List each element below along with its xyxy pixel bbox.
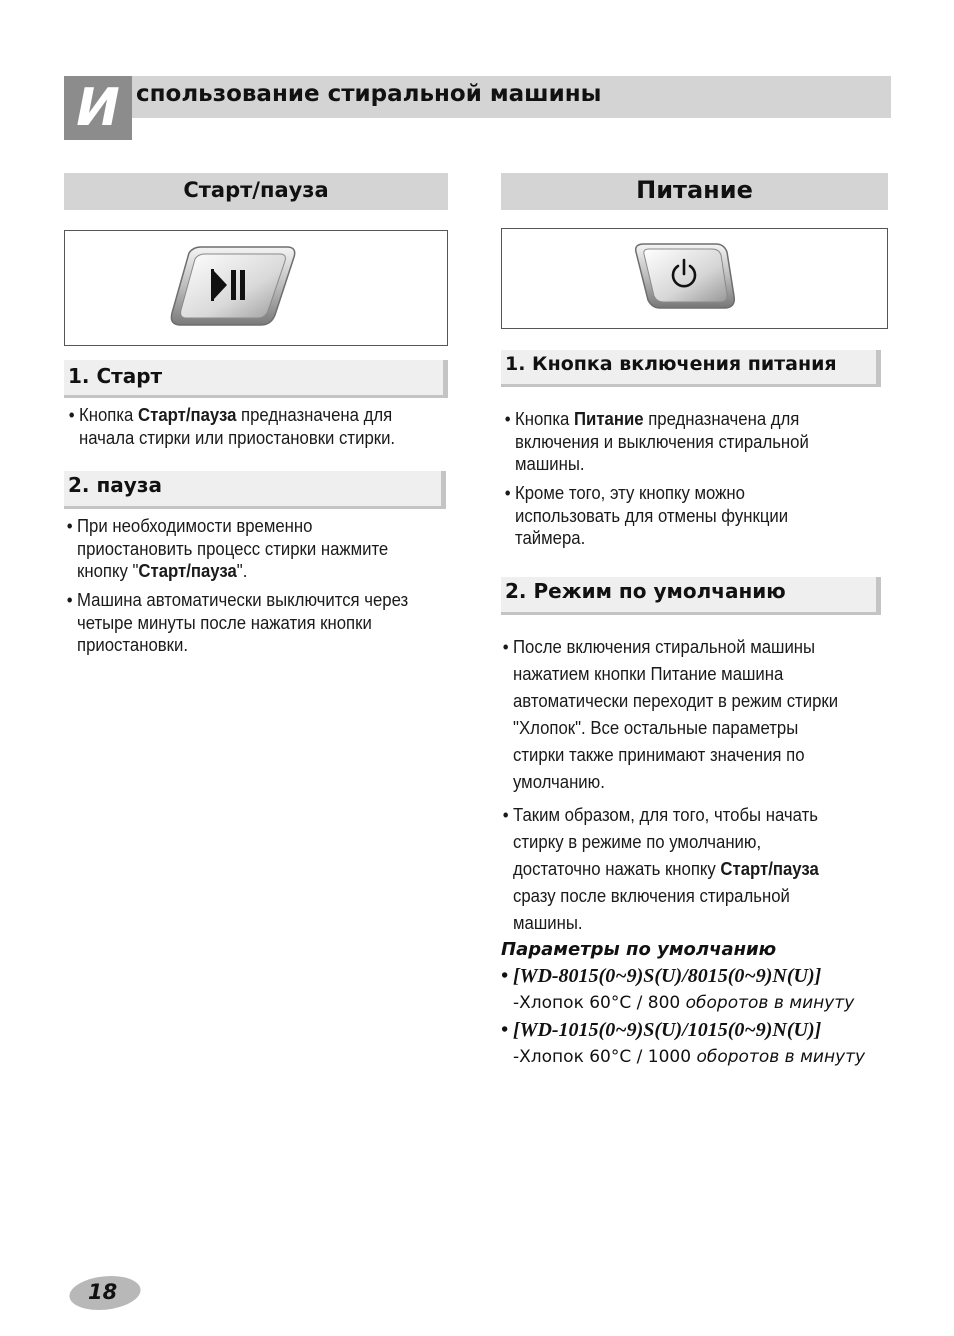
- start-section-heading-text: 1. Старт: [68, 364, 163, 388]
- text-run: Кнопка: [515, 409, 575, 429]
- text-run: При необходимости временно: [77, 516, 313, 536]
- text-run: машины.: [513, 913, 583, 933]
- header-initial-letter: И: [76, 78, 120, 138]
- value-line-1: [501, 990, 865, 1017]
- power-description-1: • Кнопка Питание предназначена для включения и выключения стиральной машины.: [504, 409, 809, 474]
- model-line-2: • [WD-1015(0~9)S(U)/1015(0~9)N(U)]: [501, 1019, 822, 1041]
- text-run: Старт/пауза: [138, 561, 237, 581]
- text-run: оборотов в минуту: [685, 993, 855, 1013]
- start-section-heading: [64, 360, 448, 398]
- text-run: Кроме того, эту кнопку можно: [515, 483, 745, 503]
- text-run: оборотов в минуту: [696, 1047, 866, 1067]
- default-mode-section-heading-text: 2. Режим по умолчанию: [505, 579, 786, 603]
- value-line-2: [501, 1044, 865, 1071]
- pause-description-2: • Машина автоматически выключится через четыре минуты после нажатия кнопки приостановки.: [66, 590, 409, 655]
- text-run: ".: [236, 561, 248, 581]
- text-run: сразу после включения стиральной: [513, 886, 790, 906]
- start-pause-image-frame: [64, 230, 448, 346]
- power-image-frame: [501, 228, 888, 329]
- text-run: автоматически переходит в режим стирки: [513, 691, 839, 711]
- text-run: достаточно нажать кнопку: [513, 859, 721, 879]
- page-number: 18: [88, 1280, 118, 1304]
- text-run: Питание: [574, 409, 644, 429]
- text-run: стирки также принимают значения по: [513, 745, 805, 765]
- text-run: "Хлопок". Все остальные параметры: [513, 718, 799, 738]
- text-run: предназначена для: [643, 409, 800, 429]
- text-run: Старт/пауза: [720, 859, 819, 879]
- text-run: включения и выключения стиральной: [515, 431, 809, 452]
- power-button-section-heading-text: 1. Кнопка включения питания: [505, 353, 837, 375]
- default-mode-description-1: • После включения стиральной машины нажатием кнопки Питание машина автоматически переходит в режим стирки "Хлопок". Все остальные параметры стирки также принимают значения по умолчанию.: [502, 637, 839, 792]
- pause-section-heading: [64, 471, 446, 509]
- text-run: приостановить процесс стирки нажмите: [77, 538, 389, 559]
- text-run: нажатием кнопки Питание машина: [513, 664, 784, 684]
- default-mode-description-2: • Таким образом, для того, чтобы начать стирку в режиме по умолчанию, достаточно нажать кнопку Старт/пауза сразу после включения стиральной машины.: [502, 805, 819, 933]
- text-run: стирку в режиме по умолчанию,: [513, 832, 762, 852]
- text-run: приостановки.: [77, 635, 188, 655]
- power-title-text: Питание: [636, 176, 753, 204]
- power-button-section-heading: [501, 350, 881, 387]
- power-icon: [632, 242, 736, 312]
- text-run: таймера.: [515, 528, 586, 548]
- text-run: После включения стиральной машины: [513, 637, 816, 657]
- pause-section-heading-text: 2. пауза: [68, 473, 162, 497]
- text-run: Машина автоматически выключится через: [77, 590, 409, 610]
- power-title: [501, 173, 888, 210]
- start-description: • Кнопка Старт/пауза предназначена для начала стирки или приостановки стирки.: [68, 405, 396, 448]
- text-run: начала стирки или приостановки стирки.: [79, 427, 396, 448]
- default-mode-section-heading: [501, 577, 881, 615]
- default-parameters: [501, 936, 865, 1071]
- text-run: машины.: [515, 454, 585, 474]
- text-run: четыре минуты после нажатия кнопки: [77, 612, 372, 633]
- default-parameters-title: Параметры по умолчанию: [501, 939, 777, 960]
- text-run: предназначена для: [236, 405, 393, 425]
- text-run: умолчанию.: [513, 772, 605, 792]
- text-run: Старт/пауза: [138, 405, 237, 425]
- header-initial-box: [64, 76, 132, 140]
- start-pause-title: [64, 173, 448, 210]
- text-run: Таким образом, для того, чтобы начать: [513, 805, 818, 825]
- pause-description-1: • При необходимости временно приостановить процесс стирки нажмите кнопку "Старт/пауза".: [66, 516, 389, 581]
- header-bar: [132, 76, 891, 118]
- play-pause-icon: [167, 241, 299, 331]
- model-line-1: • [WD-8015(0~9)S(U)/8015(0~9)N(U)]: [501, 965, 822, 987]
- text-run: использовать для отмены функции: [515, 505, 789, 526]
- power-description-2: • Кроме того, эту кнопку можно использовать для отмены функции таймера.: [504, 483, 789, 548]
- text-run: кнопку ": [77, 561, 139, 581]
- page-title: спользование стиральной машины: [136, 81, 602, 107]
- start-pause-title-text: Старт/пауза: [183, 178, 329, 202]
- text-run: Кнопка: [79, 405, 139, 425]
- text-run: -Хлопок 60°C / 800: [513, 993, 686, 1013]
- text-run: -Хлопок 60°C / 1000: [513, 1047, 697, 1067]
